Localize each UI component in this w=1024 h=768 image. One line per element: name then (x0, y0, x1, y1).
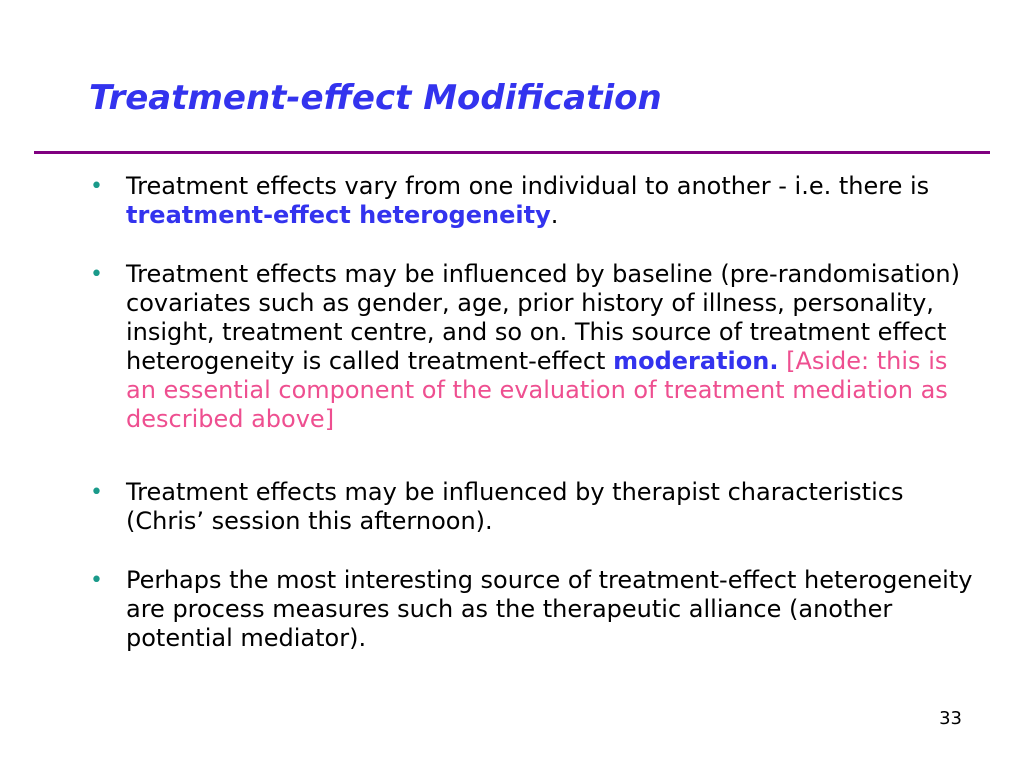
bullet-dot-icon: • (90, 174, 103, 199)
bullet-dot-icon: • (90, 262, 103, 287)
highlight-term: treatment-effect heterogeneity (126, 201, 551, 229)
slide-title: Treatment-effect Modification (89, 78, 662, 118)
bullet-dot-icon: • (90, 568, 103, 593)
bullet-text: Treatment effects may be influenced by therapist characteristics (Chris’ session this afternoon). (126, 478, 904, 535)
bullet-text-end: . (550, 201, 559, 229)
bullet-item-heterogeneity (90, 172, 976, 230)
bullet-dot-icon: • (90, 480, 103, 505)
highlight-term: moderation. (613, 347, 779, 375)
bullet-text: Treatment effects vary from one individual to another - i.e. there is (126, 172, 930, 200)
bullet-item-process-measures (90, 566, 976, 653)
title-divider (34, 151, 990, 154)
aside-note: [Aside: this is an essential component of the evaluation of treatment mediation as described above] (126, 347, 948, 433)
page-number: 33 (939, 708, 962, 729)
bullet-text: Treatment effects may be influenced by baseline (pre-randomisation) covariates such as gender, age, prior history of illness, personality, insight, treatment centre, and so on. This source of treatment effect heterogeneity is called treatment-effect (126, 260, 960, 375)
bullet-list (90, 172, 976, 653)
bullet-item-moderation (90, 260, 976, 434)
bullet-text: Perhaps the most interesting source of treatment-effect heterogeneity are process measures such as the therapeutic alliance (another potential mediator). (126, 566, 973, 652)
bullet-item-therapist (90, 478, 976, 536)
